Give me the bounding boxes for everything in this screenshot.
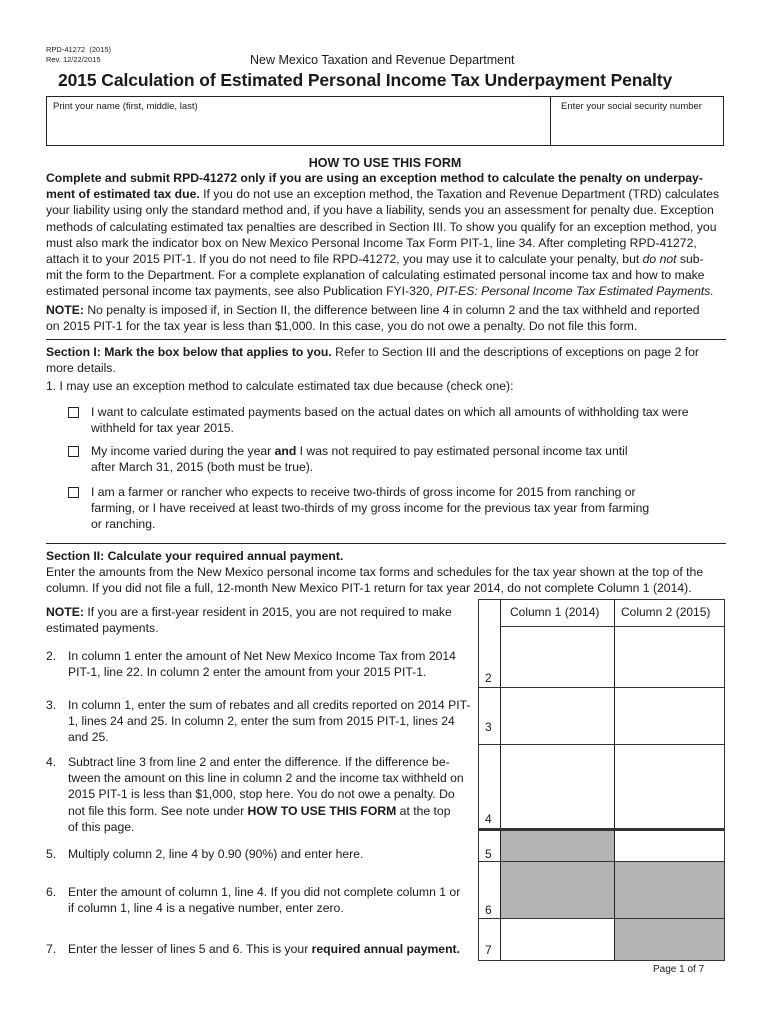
- divider: [46, 543, 726, 544]
- line2-col1-input[interactable]: [501, 627, 614, 687]
- line4-num: 4.: [46, 755, 57, 769]
- how-to-note: NOTE: No penalty is imposed if, in Section II, the difference between line 4 in column 2 and the tax withheld and reported on 2015 PIT-1 for the tax year is less than $1,000. In this case, you do not owe a penalty. Do not file this form.: [46, 303, 700, 334]
- option-farmer-checkbox[interactable]: [68, 487, 79, 498]
- line-number: 5: [485, 847, 492, 861]
- line2-num: 2.: [46, 649, 57, 663]
- line3-num: 3.: [46, 698, 57, 712]
- line5-num: 5.: [46, 847, 57, 861]
- line5-col1-shaded: [501, 831, 614, 861]
- line5-text: Multiply column 2, line 4 by 0.90 (90%) and enter here.: [68, 847, 364, 861]
- line-number: 6: [485, 903, 492, 917]
- line6-col2-shaded: [615, 862, 724, 918]
- how-to-text-block: Complete and submit RPD-41272 only if you are using an exception method to calculate the penalty on underpay- ment of estimated tax due. If you do not use an exception method, the Taxation and Revenue Department (TRD) calculates your liability using only the standard method and, if you have a liability, sends you an assessment for penalty due. Exception methods of calculating estimated tax penalties are described in Section III. To show you qualify for an exception method, you must also mark the indicator box on New Mexico Personal Income Tax Form PIT-1, line 34. After completing RPD-41272, attach it to your 2015 PIT-1. If you do not need to file RPD-41272, you may use it to calculate your penalty, but do not sub- mit the form to the Department. For a complete explanation of calculating estimated personal income tax and how to make estimated personal income tax payments, see also Publication FYI-320, PIT-ES: Personal Income Tax Estimated Payments.: [46, 170, 736, 300]
- page-title: 2015 Calculation of Estimated Personal Income Tax Underpayment Penalty: [58, 70, 673, 90]
- option-actual-dates-checkbox[interactable]: [68, 407, 79, 418]
- line-number: 7: [485, 943, 492, 957]
- option-actual-dates-text: I want to calculate estimated payments based on the actual dates on which all amounts of withholding tax were withheld for tax year 2015.: [91, 405, 689, 436]
- section2-heading: Section II: Calculate your required annual payment. Enter the amounts from the New Mexico personal income tax forms and schedules for the tax year shown at the top of the column. If you did not file a full, 12-month New Mexico PIT-1 return for tax year 2014, do not complete Column 1 (2014).: [46, 549, 704, 596]
- line2-text: In column 1 enter the amount of Net New Mexico Income Tax from 2014 PIT-1, line 22. In column 2 enter the amount from your 2015 PIT-1.: [68, 649, 456, 680]
- line3-col1-input[interactable]: [501, 688, 614, 744]
- option-income-varied-checkbox[interactable]: [68, 446, 79, 457]
- column1-header: Column 1 (2014): [510, 605, 600, 619]
- name-field[interactable]: [46, 96, 551, 146]
- how-to-heading: HOW TO USE THIS FORM: [308, 156, 462, 170]
- line6-num: 6.: [46, 885, 57, 899]
- section2-note: NOTE: If you are a first-year resident in 2015, you are not required to make estimated payments.: [46, 605, 452, 636]
- line3-text: In column 1, enter the sum of rebates and all credits reported on 2014 PIT- 1, lines 24 and 25. In column 2, enter the sum from 2015 PIT-1, lines 24 and 25.: [68, 698, 471, 745]
- option-farmer-text: I am a farmer or rancher who expects to receive two-thirds of gross income for 2015 from ranching or farming, or I have received at least two-thirds of my gross income for the previous tax year from farming or ranching.: [91, 485, 650, 532]
- divider: [46, 339, 726, 340]
- line6-col1-shaded: [501, 862, 614, 918]
- line5-col2-input[interactable]: [615, 831, 724, 861]
- line3-col2-input[interactable]: [615, 688, 724, 744]
- option-income-varied-text: My income varied during the year and I was not required to pay estimated personal income tax until after March 31, 2015 (both must be true).: [91, 444, 628, 475]
- line4-col1-input[interactable]: [501, 745, 614, 828]
- column2-header: Column 2 (2015): [621, 605, 711, 619]
- line2-col2-input[interactable]: [615, 627, 724, 687]
- line7-col1-input[interactable]: [501, 919, 614, 960]
- page-number: Page 1 of 7: [653, 964, 705, 975]
- form-id: RPD-41272 (2015): [46, 45, 112, 54]
- line7-col2-shaded: [615, 919, 724, 960]
- line7-text: Enter the lesser of lines 5 and 6. This is your required annual payment.: [68, 942, 460, 956]
- agency-name: New Mexico Taxation and Revenue Department: [250, 53, 515, 67]
- line-number: 3: [485, 720, 492, 734]
- line-number: 2: [485, 671, 492, 685]
- section1-item1: 1. I may use an exception method to calculate estimated tax due because (check one):: [46, 379, 514, 393]
- line4-col2-input[interactable]: [615, 745, 724, 828]
- line7-num: 7.: [46, 942, 57, 956]
- ssn-field[interactable]: [550, 96, 724, 146]
- revision-date: Rev. 12/22/2015: [46, 55, 101, 64]
- ssn-field-label: Enter your social security number: [561, 101, 702, 112]
- line4-text: Subtract line 3 from line 2 and enter the difference. If the difference be- tween the amount on this line in column 2 and the income tax withheld on 2015 PIT-1 is less than $1,000, stop here. You do not owe a penalty. Do not file this form. See note under HOW TO USE THIS FORM at the top of this page.: [68, 755, 464, 834]
- name-field-label: Print your name (first, middle, last): [53, 101, 198, 112]
- line6-text: Enter the amount of column 1, line 4. If you did not complete column 1 or if column 1, line 4 is a negative number, enter zero.: [68, 885, 461, 916]
- section1-heading: Section I: Mark the box below that applies to you. Refer to Section III and the descriptions of exceptions on page 2 for more details.: [46, 345, 699, 376]
- line-number: 4: [485, 812, 492, 826]
